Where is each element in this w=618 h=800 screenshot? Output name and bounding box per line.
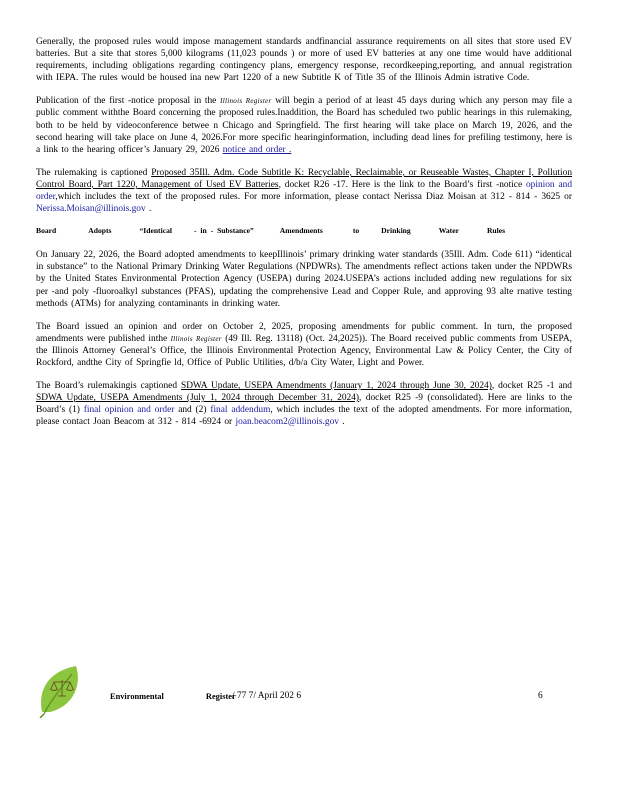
issue-info: / 77 7/ April 202 6 — [232, 691, 302, 701]
heading-word: - in - Substance” — [193, 226, 254, 236]
opinion-and-order-link[interactable]: opinion and order — [36, 179, 573, 203]
email-link-beacom[interactable]: joan.beacom2@illinois.gov — [235, 417, 339, 428]
rulemaking-caption-2: SDWA Update, USEPA Amendments (July 1, 2024 through December 31, 2024) — [36, 393, 360, 404]
heading-word: Drinking — [381, 226, 411, 236]
notice-and-order-link[interactable]: notice and order . — [222, 144, 292, 155]
journal-name: Illinois Register — [170, 334, 222, 343]
publication-name: Environmental Register — [110, 692, 236, 701]
heading-word: to — [352, 226, 360, 236]
paragraph-caption-sdwa — [36, 380, 572, 428]
text: The Board’s rulemakingis captioned — [36, 381, 178, 392]
document-page — [36, 36, 572, 428]
heading-word: Adopts — [88, 226, 112, 236]
text: , docket R26 -17. Here is the link to the Board’s first -notice — [278, 179, 523, 190]
rulemaking-caption-1: SDWA Update, USEPA Amendments (January 1, 2024 through June 30, 2024) — [180, 381, 492, 392]
heading-word: Rules — [486, 226, 506, 236]
text: (49 Ill. Reg. 13118) (Oct. 24,2025)). The Board received public comments from USEPA, the Illinois Attorney General’s Office, the Illinois Environmental Protection Agency, Environmental Law & Policy Center, the City of Rockford, andthe City of Springfie ld, Office of Public Utilities, d/b/a City Water, Light and Power. — [36, 333, 573, 368]
final-opinion-link[interactable]: final opinion and order — [83, 405, 175, 416]
paragraph-ev-requirements: Generally, the proposed rules would impose management standards andfinancial assurance requirements on all sites that store used EV batteries. But a site that stores 5,000 kilograms (11,023 pounds ) or more of used EV batteries at any one time would have additional requirements, including obligations regarding contingency plans, emergency response, recordkeeping,reporting, and annual registration with IEPA. The rules would be housed ina new Part 1220 of a new Subtitle K of Title 35 of the Illinois Admin istrative Code. — [36, 37, 572, 84]
text: . — [149, 204, 152, 215]
paragraph-publication — [36, 95, 572, 155]
text: The Board issued an opinion and order on October 2, 2025, proposing amendments for public comment. In turn, the proposed amendments were published inthe — [36, 321, 572, 344]
leaf-scales-logo — [36, 662, 86, 718]
paragraph-public-comments — [36, 321, 572, 369]
final-addendum-link[interactable]: final addendum — [210, 405, 271, 416]
text: , docket R25 -9 (consolidated). Here are links to the Board’s (1) — [36, 393, 572, 416]
text: will begin a period of at least 45 days during which any person may file a public comment withthe Board concerning the proposed rules.Inaddition, the Board has scheduled two public hearings in this rulemaking, both to be held by videoconference betwee n Chicago and Springfield. The first hearing will take place on March 19, 2026, and the second hearing will take place on June 4, 2026.For more specific hearinginformation, including dead lines for prefiling testimony, here is a link to the hearing officer’s January 29, 2026 — [36, 96, 573, 155]
heading-word: Amendments — [279, 226, 323, 236]
text: ,which includes the text of the proposed rules. For more information, please contact Nerissa Diaz Moisan at 312 - 814 - 3625 or — [55, 192, 572, 203]
page-footer — [36, 662, 572, 722]
text: The rulemaking is captioned — [36, 167, 148, 178]
journal-name: Illinois Register — [220, 97, 272, 106]
page-number: 6 — [538, 691, 543, 701]
heading-word: Water — [438, 226, 459, 236]
paragraph-caption-ev — [36, 167, 572, 215]
rulemaking-caption: Proposed 35Ill. Adm. Code Subtitle K: Recyclable, Reclaimable, or Reuseable Wastes, Chapter I, Pollution Control Board, Part 1220, Management of Used EV Batteries — [36, 167, 573, 190]
heading-word: Board — [36, 226, 57, 236]
text: and (2) — [178, 405, 207, 416]
text: , docket R25 -1 and — [491, 381, 572, 392]
heading-word: “Identical — [139, 226, 172, 236]
text: Publication of the first -notice proposal in the — [36, 96, 217, 107]
text: . — [342, 417, 345, 428]
email-link-moisan[interactable]: Nerissa.Moisan@illinois.gov — [36, 204, 146, 215]
paragraph-adoption: On January 22, 2026, the Board adopted amendments to keepIllinois’ primary drinking water standards (35Ill. Adm. Code 611) “identical in substance” to the National Primary Drinking Water Regulations (NPDWRs). The amendments reflect actions taken under the NPDWRs by the United States Environmental Protection Agency (USEPA) during 2024.USEPA’s actions included adding new regulations for six per -and poly -fluoroalkyl substances (PFAS), updating the comprehensive Lead and Copper Rule, and approving 93 alte rnative testing methods (ATMs) for analyzing contaminants in drinking water. — [36, 250, 572, 309]
text: , which includes the text of the adopted amendments. For more information, please contact Joan Beacom at 312 - 814 -6924 or — [36, 405, 573, 428]
section-heading — [36, 226, 572, 235]
